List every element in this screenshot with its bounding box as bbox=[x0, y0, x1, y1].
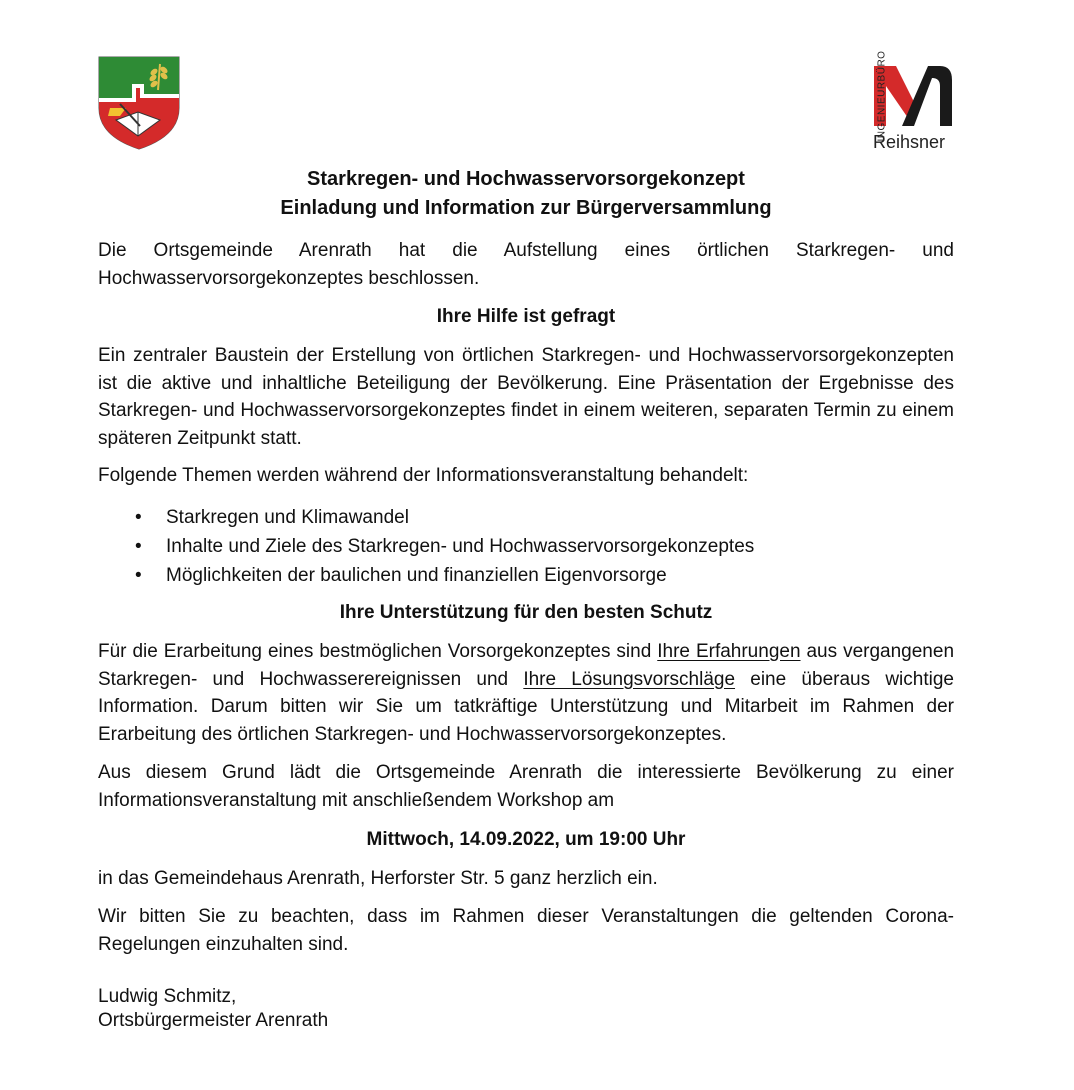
bullet-icon: • bbox=[135, 565, 142, 586]
reihsner-logo bbox=[860, 50, 956, 152]
topics-intro: Folgende Themen werden während der Informationsveranstaltung behandelt: bbox=[98, 465, 749, 486]
signature-role: Ortsbürgermeister Arenrath bbox=[98, 1010, 329, 1031]
document-subtitle: Einladung und Information zur Bürgerversammlung bbox=[280, 197, 772, 219]
corona-paragraph: Wir bitten Sie zu beachten, dass im Rahmen dieser Veranstaltungen die geltenden Corona-Regelungen einzuhalten sind. bbox=[98, 906, 954, 955]
intro-paragraph: Die Ortsgemeinde Arenrath hat die Aufstellung eines örtlichen Starkregen- und Hochwasservorsorgekonzeptes beschlossen. bbox=[98, 240, 954, 289]
location-paragraph: in das Gemeindehaus Arenrath, Herforster Str. 5 ganz herzlich ein. bbox=[98, 868, 658, 889]
signature-name: Ludwig Schmitz, bbox=[98, 986, 237, 1007]
section-heading-support: Ihre Unterstützung für den besten Schutz bbox=[339, 602, 713, 623]
list-item: • Inhalte und Ziele des Starkregen- und Hochwasservorsorgekonzeptes bbox=[98, 532, 954, 561]
underlined-experiences: Ihre Erfahrungen bbox=[657, 641, 801, 662]
topics-list bbox=[98, 503, 954, 590]
event-date: Mittwoch, 14.09.2022, um 19:00 Uhr bbox=[366, 829, 686, 850]
list-item: • Möglichkeiten der baulichen und finanziellen Eigenvorsorge bbox=[98, 561, 954, 590]
section-heading-help: Ihre Hilfe ist gefragt bbox=[436, 306, 616, 327]
support-paragraph: Für die Erarbeitung eines bestmöglichen Vorsorgekonzeptes sind Ihre Erfahrungen aus vergangenen Starkregen- und Hochwasserereignissen und Ihre Lösungsvorschläge eine überaus wichtige Information. Darum bitten wir Sie um tatkräftige Unterstützung und Mitarbeit im Rahmen der Erarbeitung des örtlichen Starkregen- und Hochwasservorsorgekonzeptes. bbox=[98, 641, 955, 745]
list-item: • Starkregen und Klimawandel bbox=[98, 503, 954, 532]
bullet-icon: • bbox=[135, 507, 142, 528]
coat-of-arms-icon bbox=[98, 56, 180, 150]
logo-name: Reihsner bbox=[873, 132, 946, 152]
invitation-paragraph: Aus diesem Grund lädt die Ortsgemeinde Arenrath die interessierte Bevölkerung zu einer Informationsveranstaltung mit anschließendem Workshop am bbox=[98, 762, 954, 811]
bullet-icon: • bbox=[135, 536, 142, 557]
underlined-solutions: Ihre Lösungsvorschläge bbox=[523, 668, 736, 690]
logo-vertical-text: INGENIEURBÜRO bbox=[876, 50, 888, 142]
document-title: Starkregen- und Hochwasservorsorgekonzept bbox=[307, 168, 745, 190]
participation-paragraph: Ein zentraler Baustein der Erstellung von örtlichen Starkregen- und Hochwasservorsorgekonzepten ist die aktive und inhaltliche Beteiligung der Bevölkerung. Eine Präsentation der Ergebnisse des Starkregen- und Hochwasservorsorgekonzeptes findet in einem weiteren, separaten Termin zu einem späteren Zeitpunkt statt. bbox=[98, 345, 954, 449]
